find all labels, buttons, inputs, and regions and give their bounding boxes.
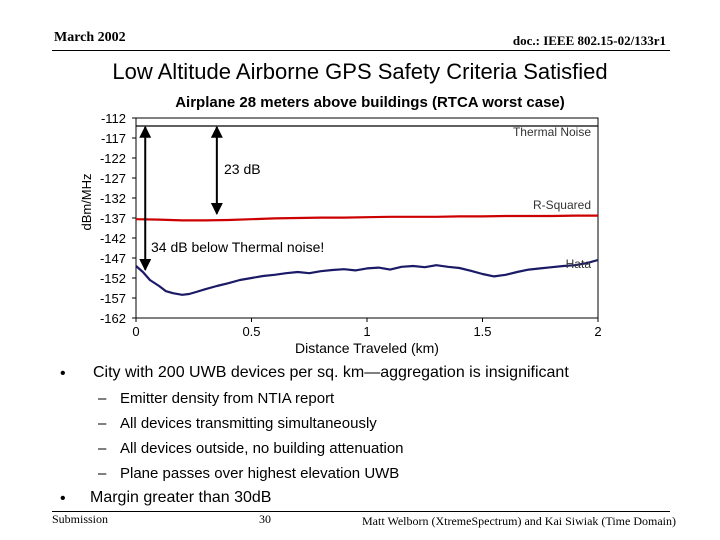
annotation-23db: 23 dB — [224, 161, 261, 177]
bullet-marker: • — [60, 365, 66, 382]
x-tick-label: 2 — [594, 324, 602, 339]
x-tick-label: 0.5 — [242, 324, 261, 339]
series-label: Thermal Noise — [512, 125, 591, 139]
x-tick-label: 0 — [132, 324, 140, 339]
sub-bullet-text: All devices transmitting simultaneously — [120, 415, 377, 432]
sub-bullet-marker: – — [98, 440, 107, 457]
series-line-r-squared — [136, 216, 598, 221]
header-date: March 2002 — [54, 30, 126, 45]
bullet-marker: • — [60, 490, 66, 507]
sub-bullet-text: Plane passes over highest elevation UWB — [120, 465, 400, 482]
sub-bullet-marker: – — [98, 465, 107, 482]
x-tick-label: 1.5 — [473, 324, 492, 339]
header-doc-id: doc.: IEEE 802.15-02/133r1 — [512, 33, 666, 48]
chart-title: Airplane 28 meters above buildings (RTCA worst case) — [175, 94, 565, 111]
footer-rule — [52, 511, 670, 512]
footer-submission: Submission — [52, 512, 109, 526]
annotation-34db: 34 dB below Thermal noise! — [151, 239, 325, 255]
footer-authors: Matt Welborn (XtremeSpectrum) and Kai Siwiak (Time Domain) — [362, 514, 676, 528]
series-label: R-Squared — [532, 198, 591, 212]
y-tick-label: -152 — [99, 271, 126, 286]
footer-page-number: 30 — [259, 512, 271, 526]
sub-bullet-text: Emitter density from NTIA report — [120, 390, 335, 407]
y-tick-label: -117 — [100, 131, 126, 146]
sub-bullet-text: All devices outside, no building attenuation — [120, 440, 404, 457]
y-tick-label: -137 — [99, 211, 126, 226]
sub-bullet-marker: – — [98, 415, 107, 432]
sub-bullet-marker: – — [98, 390, 107, 407]
y-tick-label: -162 — [99, 311, 126, 326]
series-line-hata — [136, 260, 598, 295]
y-axis-label: dBm/MHz — [79, 173, 94, 231]
y-tick-label: -132 — [99, 191, 126, 206]
y-tick-label: -142 — [99, 231, 126, 246]
series-label: Hata — [565, 257, 591, 271]
bullet-text: City with 200 UWB devices per sq. km—aggregation is insignificant — [93, 364, 569, 381]
y-tick-label: -127 — [99, 171, 126, 186]
y-tick-label: -122 — [99, 151, 126, 166]
x-axis-label: Distance Traveled (km) — [295, 340, 439, 356]
bullet-text: Margin greater than 30dB — [90, 489, 272, 506]
y-tick-label: -147 — [99, 251, 126, 266]
y-tick-label: -112 — [100, 111, 126, 126]
slide-title: Low Altitude Airborne GPS Safety Criteria Satisfied — [112, 59, 608, 84]
y-tick-label: -157 — [99, 291, 126, 306]
x-tick-label: 1 — [363, 324, 371, 339]
